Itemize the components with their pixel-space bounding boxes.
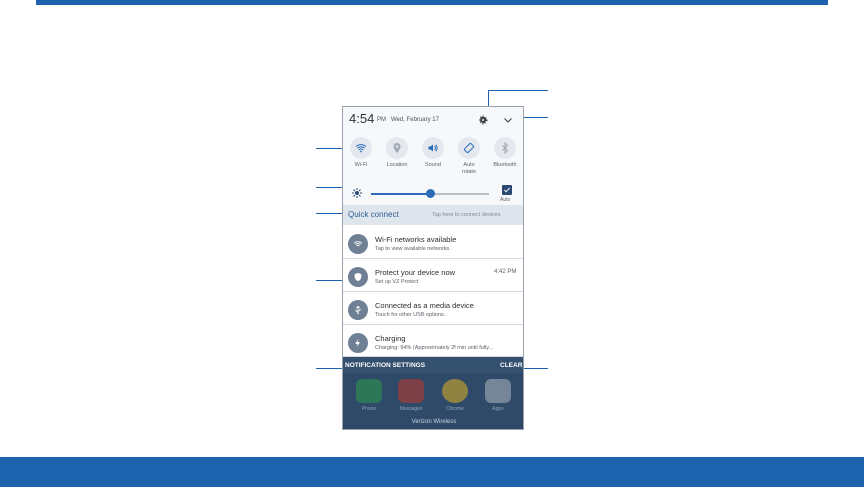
quick-settings <box>343 133 524 181</box>
tile-label: Sound <box>425 162 441 168</box>
quick-connect-hint: Tap here to connect devices <box>432 212 501 218</box>
notification-subtitle: Touch for other USB options. <box>375 312 446 318</box>
brightness-slider-thumb[interactable] <box>426 189 435 198</box>
notification-time: 4:42 PM <box>494 269 517 275</box>
wifi-networks-icon <box>348 234 368 254</box>
chevron-down-icon[interactable] <box>502 113 514 125</box>
app-label: Chrome <box>446 406 464 412</box>
gear-icon[interactable] <box>477 113 489 125</box>
shield-icon <box>348 267 368 287</box>
tile-bluetooth[interactable] <box>489 137 521 169</box>
carrier-label: Verizon Wireless <box>411 419 457 425</box>
location-icon <box>386 137 408 159</box>
app-label: Phone <box>361 406 377 412</box>
notification-card[interactable] <box>343 328 524 357</box>
brightness-icon <box>351 186 363 198</box>
tile-label: Bluetooth <box>493 162 517 168</box>
tile-auto-rotate[interactable] <box>453 137 485 176</box>
messages-app-icon <box>398 379 424 403</box>
brightness-slider-fill <box>371 193 430 195</box>
app-phone[interactable] <box>356 379 382 412</box>
callout-line-settings <box>488 90 548 91</box>
brightness-row <box>343 181 524 205</box>
notification-title: Protect your device now <box>375 268 456 277</box>
app-messages[interactable] <box>398 379 424 412</box>
notification-card[interactable] <box>343 262 524 292</box>
app-chrome[interactable] <box>442 379 468 412</box>
notification-title: Wi-Fi networks available <box>375 235 457 244</box>
clock-ampm: PM <box>377 117 386 123</box>
charging-icon <box>348 333 368 353</box>
tile-location[interactable] <box>381 137 413 169</box>
chrome-app-icon <box>442 379 468 403</box>
bluetooth-icon <box>494 137 516 159</box>
tile-sound[interactable] <box>417 137 449 169</box>
notification-subtitle: Charging: 94% (Approximately 2f min until fully... <box>375 345 494 351</box>
wifi-icon <box>350 137 372 159</box>
tile-label: Wi-Fi <box>354 162 368 168</box>
quick-connect-bar[interactable] <box>343 205 524 225</box>
notification-subtitle: Set up VZ Protect <box>375 279 419 285</box>
auto-brightness-label: Auto <box>500 197 511 203</box>
auto-rotate-icon <box>458 137 480 159</box>
bottom-band <box>0 457 864 487</box>
notification-card[interactable] <box>343 295 524 325</box>
notification-subtitle: Tap to view available networks. <box>375 246 451 252</box>
notification-title: Connected as a media device <box>375 301 474 310</box>
auto-brightness-checkbox[interactable] <box>502 185 512 195</box>
clear-button[interactable]: CLEAR <box>500 362 523 369</box>
app-label: Apps <box>492 406 504 412</box>
clock-time: 4:54 <box>349 111 375 126</box>
notification-footer <box>343 357 524 373</box>
clock-date: Wed, February 17 <box>391 117 439 123</box>
tile-label: Location <box>386 162 408 168</box>
tile-label: Auto rotate <box>461 162 477 175</box>
status-bar <box>343 107 524 133</box>
apps-grid-icon <box>485 379 511 403</box>
callout-line-clear <box>522 368 548 369</box>
app-apps[interactable] <box>485 379 511 412</box>
quick-connect-title: Quick connect <box>348 210 399 219</box>
usb-icon <box>348 300 368 320</box>
app-label: Messages <box>399 406 423 412</box>
sound-icon <box>422 137 444 159</box>
tile-wifi[interactable] <box>345 137 377 169</box>
notification-card[interactable] <box>343 229 524 259</box>
phone-app-icon <box>356 379 382 403</box>
notification-settings-button[interactable]: NOTIFICATION SETTINGS <box>345 362 426 369</box>
notification-title: Charging <box>375 334 406 343</box>
top-rule <box>36 0 828 5</box>
notification-panel <box>342 106 524 430</box>
